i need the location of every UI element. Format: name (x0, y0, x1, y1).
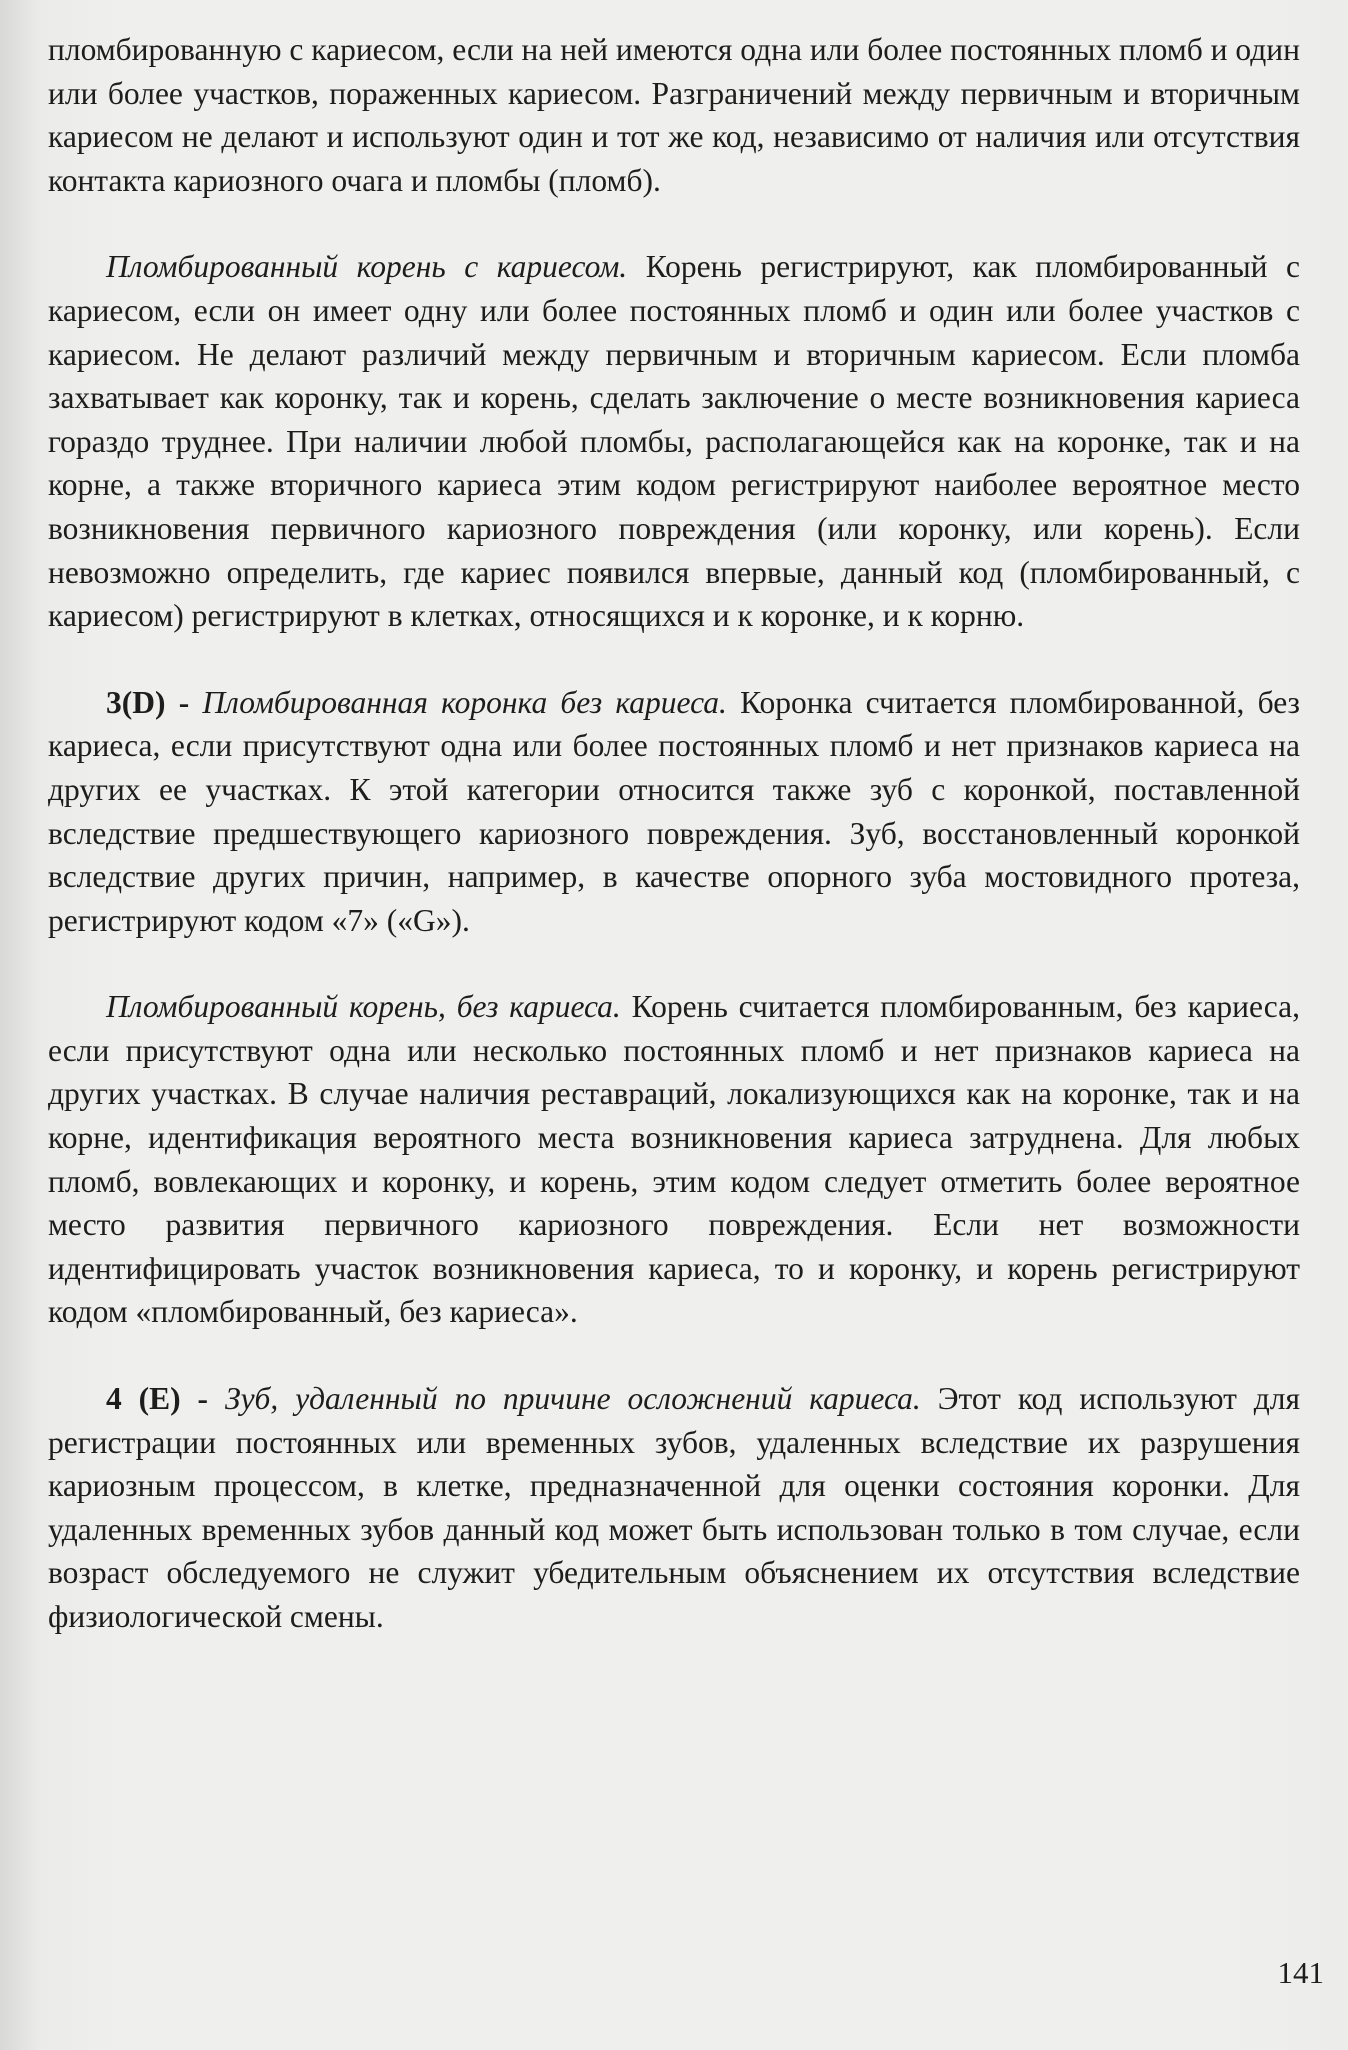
paragraph-code-4-extracted-tooth (48, 1377, 1300, 1639)
paragraph-text: Корень считается пломбированным, без кариеса, если присутствуют одна или несколько постоянных пломб и нет признаков кариеса на других участках. В случае наличия реставраций, локализующихся как на коронке, так и на корне, идентификация вероятного места возникновения кариеса затруднена. Для любых пломб, вовлекающих и коронку, и корень, этим кодом следует отметить более вероятное место развития первичного кариозного повреждения. Если нет возможности идентифицировать участок возникновения кариеса, то и коронку, и корень регистрируют кодом «пломбированный, без кариеса». (48, 989, 1300, 1330)
page-body (48, 28, 1300, 1639)
paragraph-code-3-filled-crown (48, 681, 1300, 943)
paragraph-text: пломбированную с кариесом, если на ней имеются одна или более постоянных пломб и один или более участков, пораженных кариесом. Разграничений между первичным и вторичным кариесом не делают и используют один и тот же код, независимо от наличия или отсутствия контакта кариозного очага и пломбы (пломб). (48, 32, 1300, 198)
page-number: 141 (1277, 1955, 1324, 1990)
paragraph-code: 4 (E) - (106, 1381, 209, 1417)
paragraph-continuation (48, 28, 1300, 202)
paragraph-text: Корень регистрируют, как пломбированный с кариесом, если он имеет одну или более постоянных пломб и один или более участков с кариесом. Не делают различий между первичным и вторичным кариесом. Если пломба захватывает как коронку, так и корень, сделать заключение о месте возникновения кариеса гораздо труднее. При наличии любой пломбы, располагающейся как на коронке, так и на корне, а также вторичного кариеса этим кодом регистрируют наиболее вероятное место возникновения первичного кариозного повреждения (или коронку, или корень). Если невозможно определить, где кариес появился впервые, данный код (пломбированный, с кариесом) регистрируют в клетках, относящихся и к коронке, и к корню. (48, 249, 1301, 634)
paragraph-term: Пломбированная коронка без кариеса. (202, 684, 727, 720)
paragraph-term: Пломбированный корень, без кариеса. (106, 989, 621, 1025)
paragraph-term: Пломбированный корень с кариесом. (106, 249, 628, 285)
paragraph-text: Этот код используют для регистрации постоянных или временных зубов, удаленных вследствие их разрушения кариозным процессом, в клетке, предназначенной для оценки состояния коронки. Для удаленных временных зубов данный код может быть использован только в том случае, если возраст обследуемого не служит убедительным объяснением их отсутствия вследствие физиологической смены. (48, 1381, 1301, 1634)
paragraph-term: Зуб, удаленный по причине осложнений кариеса. (224, 1381, 921, 1417)
paragraph-code: 3(D) - (106, 684, 190, 720)
paragraph-filled-root-with-caries (48, 245, 1300, 637)
paragraph-filled-root-without-caries (48, 985, 1300, 1334)
paragraph-text: Коронка считается пломбированной, без кариеса, если присутствуют одна или более постоянных пломб и нет признаков кариеса на других ее участках. К этой категории относится также зуб с коронкой, поставленной вследствие предшествующего кариозного повреждения. Зуб, восстановленный коронкой вследствие других причин, например, в качестве опорного зуба мостовидного протеза, регистрируют кодом «7» («G»). (48, 684, 1300, 938)
